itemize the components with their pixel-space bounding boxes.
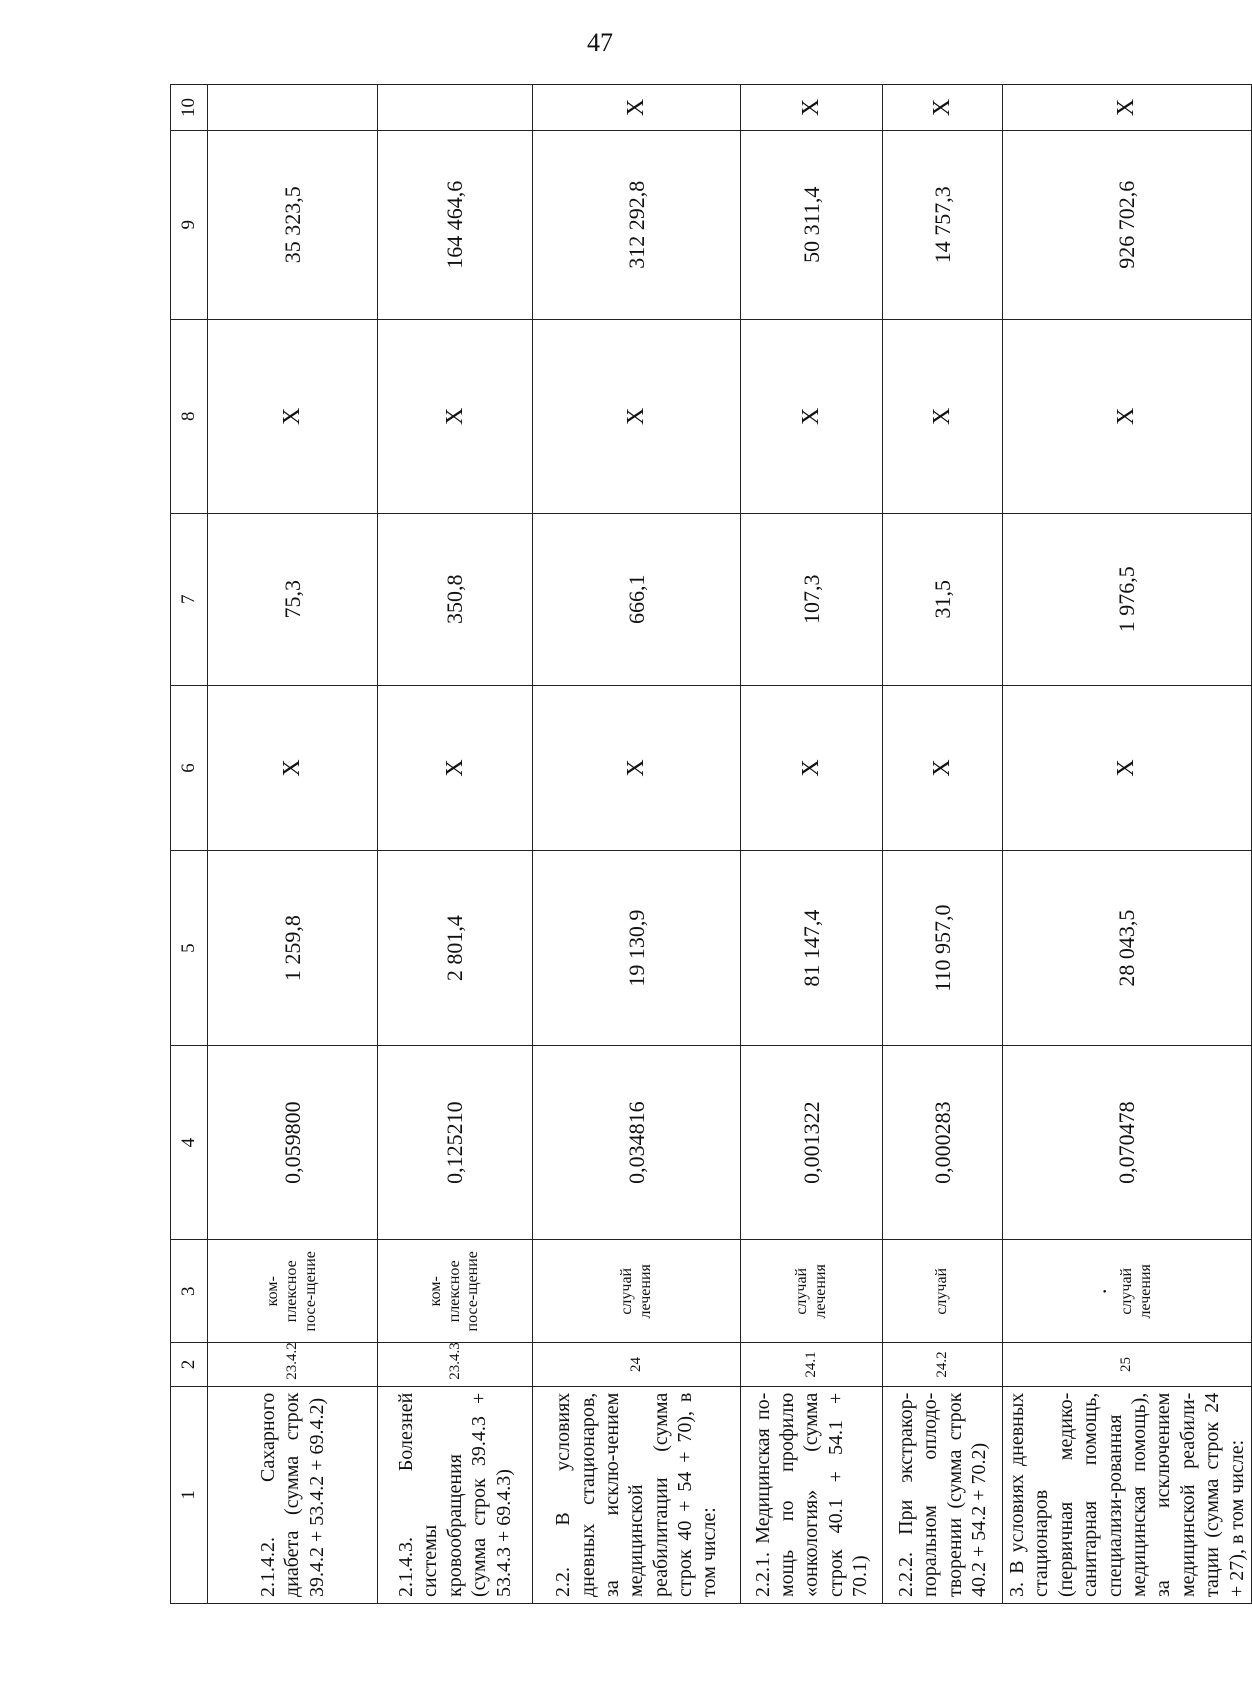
row-value-9: 312 292,8 xyxy=(533,130,741,319)
row-description: 2.2.1. Медицинская по-мощь по профилю «онкология» (сумма строк 40.1 + 54.1 + 70.1) xyxy=(741,1386,883,1603)
row-value-5: 2 801,4 xyxy=(378,851,533,1045)
row-description: 2.2.2. При экстракор-поральном оплодо-творении (сумма строк 40.2 + 54.2 + 70.2) xyxy=(883,1386,1003,1603)
row-description: 2.1.4.2. Сахарного диабета (сумма строк 39.4.2 + 53.4.2 + 69.4.2) xyxy=(208,1386,378,1603)
row-unit: случай xyxy=(883,1240,1003,1343)
table-row xyxy=(883,85,1003,1604)
row-description: 3. В условиях дневных стационаров (первичная медико-санитарная помощь, специализи-рованная медицинская помощь), за исключением медицинской реабили-тации (сумма строк 24 + 27), в том числе: xyxy=(1003,1386,1252,1603)
row-value-8: X xyxy=(378,319,533,513)
col-header-1: 1 xyxy=(171,1386,208,1603)
row-value-6: X xyxy=(208,685,378,851)
row-value-4: 0,070478 xyxy=(1003,1045,1252,1239)
table-row xyxy=(208,85,378,1604)
row-value-9: 50 311,4 xyxy=(741,130,883,319)
row-value-8: X xyxy=(741,319,883,513)
row-value-5: 110 957,0 xyxy=(883,851,1003,1045)
col-header-5: 5 xyxy=(171,851,208,1045)
row-value-5: 19 130,9 xyxy=(533,851,741,1045)
col-header-6: 6 xyxy=(171,685,208,851)
row-value-7: 31,5 xyxy=(883,514,1003,686)
row-value-10 xyxy=(378,85,533,131)
row-value-6: X xyxy=(741,685,883,851)
col-header-7: 7 xyxy=(171,514,208,686)
row-value-5: 81 147,4 xyxy=(741,851,883,1045)
row-value-5: 28 043,5 xyxy=(1003,851,1252,1045)
page-number: 47 xyxy=(587,28,613,57)
col-header-10: 10 xyxy=(171,85,208,131)
row-value-7: 1 976,5 xyxy=(1003,514,1252,686)
row-description: 2.2. В условиях дневных стационаров, за исклю-чением медицинской реабилитации (сумма строк 40 + 54 + 70), в том числе: xyxy=(533,1386,741,1603)
row-unit-cell xyxy=(1003,1240,1252,1343)
row-value-8: X xyxy=(883,319,1003,513)
row-value-10: X xyxy=(533,85,741,131)
col-header-9: 9 xyxy=(171,130,208,319)
row-value-4: 0,125210 xyxy=(378,1045,533,1239)
row-value-6: X xyxy=(883,685,1003,851)
row-value-10: X xyxy=(741,85,883,131)
row-value-4: 0,034816 xyxy=(533,1045,741,1239)
col-header-2: 2 xyxy=(171,1343,208,1386)
row-description: 2.1.4.3. Болезней системы кровообращения (сумма строк 39.4.3 + 53.4.3 + 69.4.3) xyxy=(378,1386,533,1603)
row-value-9: 14 757,3 xyxy=(883,130,1003,319)
row-code: 23.4.3 xyxy=(378,1343,533,1386)
row-unit: случай лечения xyxy=(533,1240,741,1343)
row-code: 23.4.2 xyxy=(208,1343,378,1386)
row-value-10 xyxy=(208,85,378,131)
col-header-4: 4 xyxy=(171,1045,208,1239)
col-header-3: 3 xyxy=(171,1240,208,1343)
financing-table xyxy=(170,84,1252,1604)
row-value-4: 0,059800 xyxy=(208,1045,378,1239)
row-value-4: 0,001322 xyxy=(741,1045,883,1239)
row-value-6: X xyxy=(378,685,533,851)
row-value-7: 75,3 xyxy=(208,514,378,686)
row-value-10: X xyxy=(883,85,1003,131)
row-code: 25 xyxy=(1003,1343,1252,1386)
row-value-9: 164 464,6 xyxy=(378,130,533,319)
row-value-9: 926 702,6 xyxy=(1003,130,1252,319)
row-value-10: X xyxy=(1003,85,1252,131)
rotated-table-container xyxy=(170,84,1248,1604)
col-header-8: 8 xyxy=(171,319,208,513)
row-code: 24.2 xyxy=(883,1343,1003,1386)
row-unit: ком-плексное посе-щение xyxy=(378,1240,533,1343)
row-value-8: X xyxy=(1003,319,1252,513)
row-value-5: 1 259,8 xyxy=(208,851,378,1045)
row-value-6: X xyxy=(1003,685,1252,851)
stray-mark: · xyxy=(1092,1287,1118,1295)
row-value-8: X xyxy=(533,319,741,513)
row-unit: случай лечения xyxy=(741,1240,883,1343)
row-value-7: 666,1 xyxy=(533,514,741,686)
table-row xyxy=(1003,85,1252,1604)
row-code: 24 xyxy=(533,1343,741,1386)
table-row xyxy=(378,85,533,1604)
row-value-6: X xyxy=(533,685,741,851)
header-row xyxy=(171,85,208,1604)
table-row xyxy=(741,85,883,1604)
row-unit: случай лечения xyxy=(1118,1264,1154,1319)
row-unit: ком-плексное посе-щение xyxy=(208,1240,378,1343)
row-value-7: 350,8 xyxy=(378,514,533,686)
row-value-4: 0,000283 xyxy=(883,1045,1003,1239)
row-value-9: 35 323,5 xyxy=(208,130,378,319)
table-row xyxy=(533,85,741,1604)
row-value-7: 107,3 xyxy=(741,514,883,686)
row-code: 24.1 xyxy=(741,1343,883,1386)
row-value-8: X xyxy=(208,319,378,513)
